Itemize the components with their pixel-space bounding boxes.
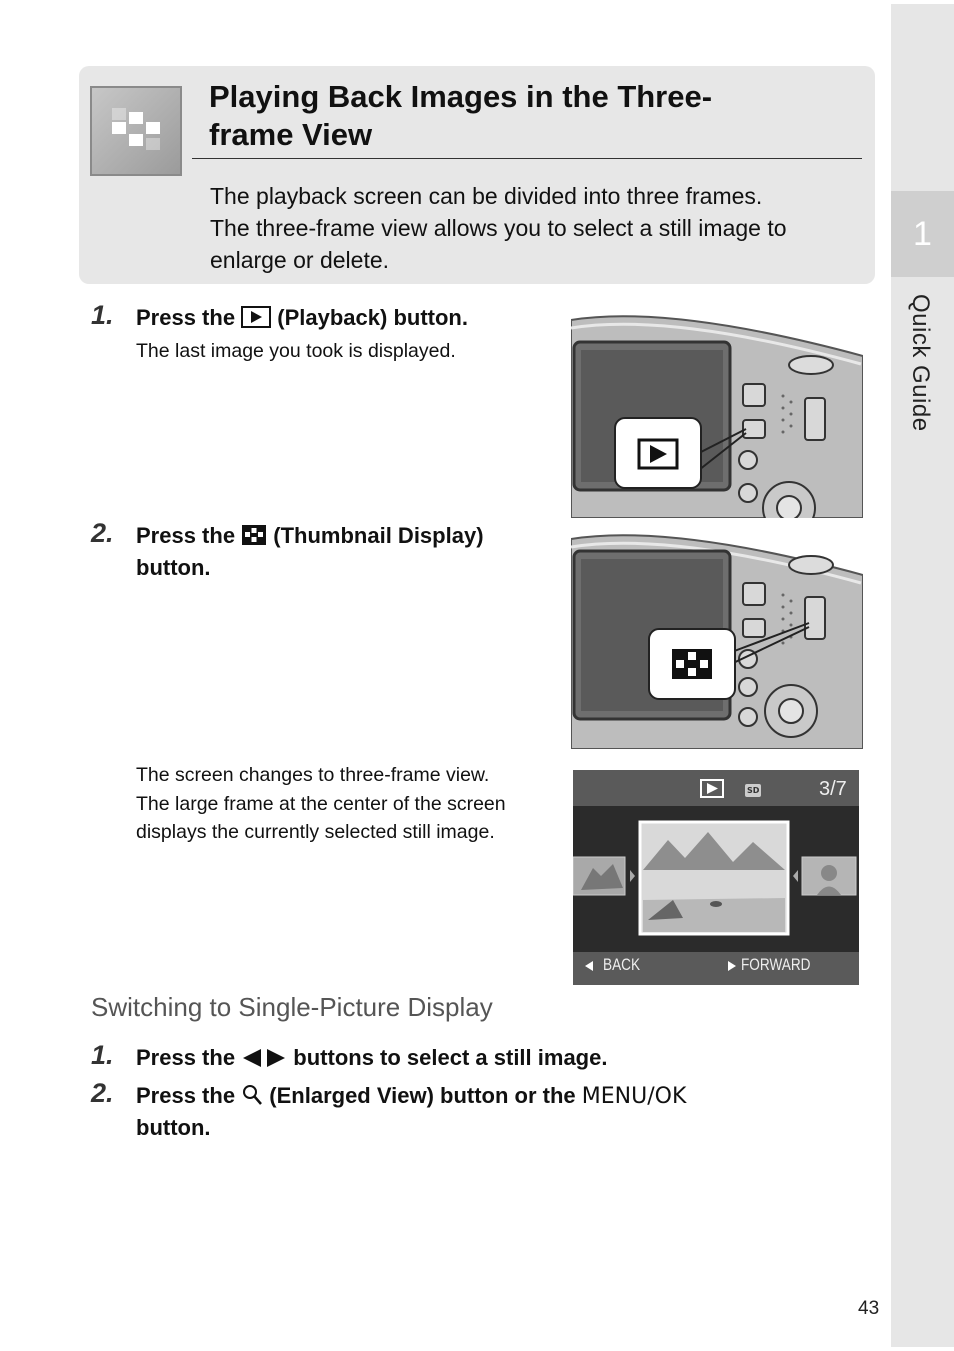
step-number: 2. (91, 1078, 114, 1108)
step-text-part: (Playback) button. (271, 305, 468, 330)
section-step-1-text (136, 1043, 607, 1075)
camera-photo-thumbnail (571, 527, 863, 749)
sd-card-badge: SD (747, 786, 760, 795)
forward-label: FORWARD (741, 955, 811, 974)
intro-line: enlarge or delete. (210, 247, 390, 273)
step-text-part: (Thumbnail Display) (267, 523, 484, 548)
step-text-part: Press the (136, 1045, 242, 1070)
title-rule (192, 158, 862, 159)
magnifier-icon (241, 1084, 263, 1113)
step-number: 2. (91, 518, 114, 548)
step-1-detail: The last image you took is displayed. (136, 340, 456, 362)
frame-counter: 3/7 (819, 778, 847, 800)
playback-icon (241, 306, 271, 335)
step-text-part: Press the (136, 523, 242, 548)
chapter-label: Quick Guide (907, 294, 934, 432)
step-1-text (136, 303, 468, 335)
step-text-part: Press the (136, 305, 242, 330)
step-number: 1. (91, 300, 114, 330)
section-heading: Switching to Single-Picture Display (91, 992, 493, 1022)
step-text-part: button. (136, 1115, 211, 1140)
step-2-text (136, 521, 484, 582)
step-text-part: Press the (136, 1083, 242, 1108)
step-number: 1. (91, 1040, 114, 1070)
section-step-2-text (136, 1081, 686, 1142)
step-text-part: button. (136, 555, 211, 580)
result-line: The screen changes to three-frame view. (136, 764, 490, 786)
thumbnail-icon (241, 524, 267, 553)
intro-line: The playback screen can be divided into three frames. (210, 183, 763, 209)
step-text-part: buttons to select a still image. (287, 1045, 608, 1070)
menu-ok-label: MENU/OK (581, 1084, 687, 1109)
back-label: BACK (603, 955, 641, 974)
page-number: 43 (858, 1298, 880, 1319)
page-title (209, 78, 849, 154)
three-frame-screen (573, 770, 859, 985)
three-frame-view-icon (90, 86, 182, 176)
intro-line: The three-frame view allows you to select a still image to (210, 215, 787, 241)
left-right-arrows-icon (241, 1046, 287, 1075)
result-line: displays the currently selected still image. (136, 821, 495, 843)
result-line: The large frame at the center of the screen (136, 793, 506, 815)
title-line-2: frame View (209, 117, 373, 152)
title-line-1: Playing Back Images in the Three- (209, 79, 713, 114)
step-text-part: (Enlarged View) button or the (263, 1083, 582, 1108)
intro-text (210, 180, 870, 276)
chapter-number: 1 (891, 191, 954, 277)
camera-photo-playback (571, 308, 863, 518)
